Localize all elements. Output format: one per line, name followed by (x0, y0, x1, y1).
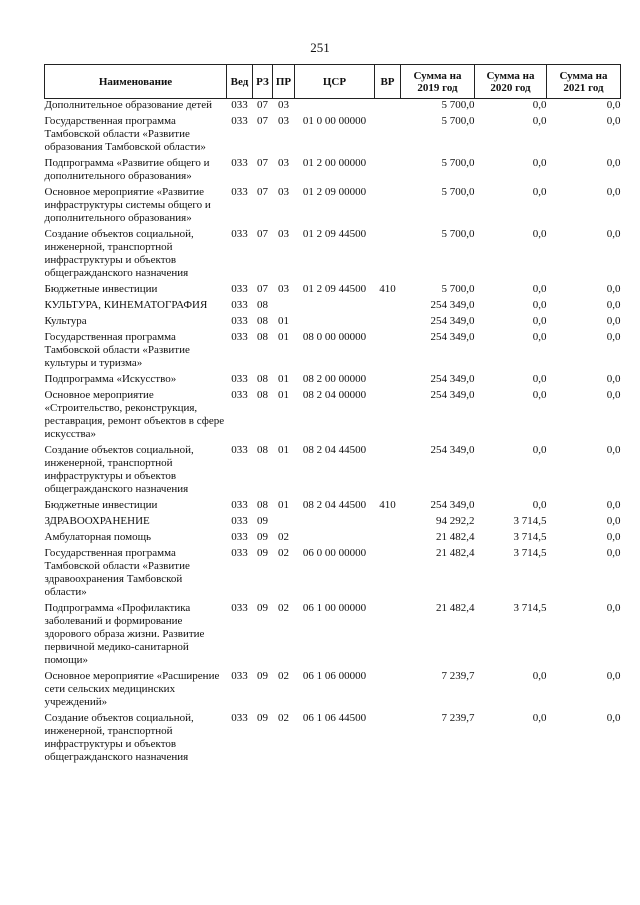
row-vr-cell (375, 515, 401, 528)
row-name-cell: Создание объектов социальной, инженерной, транспортной инфраструктуры и объектов общегражданского назначения (44, 228, 194, 279)
row-ved-cell: 033 (231, 515, 248, 527)
row-name-cell: Государственная программа Тамбовской области «Развитие образования Тамбовской области» (44, 115, 206, 153)
row-sum-2020-cell: 3 714,5 (513, 602, 547, 614)
row-sum-2020-cell: 0,0 (532, 389, 547, 401)
row-spacer (45, 764, 621, 767)
row-ved-cell: 033 (231, 531, 248, 543)
row-sum-2021-cell: 0,0 (606, 157, 621, 169)
row-sum-2020-cell: 0,0 (532, 331, 547, 343)
row-name-cell: Подпрограмма «Развитие общего и дополнительного образования» (44, 157, 210, 182)
row-csr-cell: 01 2 09 00000 (302, 186, 367, 198)
row-name-cell: Государственная программа Тамбовской области «Развитие культуры и туризма» (44, 331, 190, 369)
table-row (45, 373, 621, 386)
row-vr-cell (375, 331, 401, 370)
row-rz-cell: 07 (257, 157, 268, 169)
row-sum-2021-cell: 0,0 (606, 389, 621, 401)
row-rz-cell: 09 (257, 712, 268, 724)
budget-table (44, 64, 621, 767)
row-rz-cell: 08 (257, 499, 268, 511)
row-vr-cell (375, 670, 401, 709)
row-rz-cell: 09 (257, 547, 268, 559)
row-rz-cell: 07 (257, 186, 268, 198)
table-row (45, 712, 621, 764)
row-rz-cell: 08 (257, 389, 268, 401)
header-name: Наименование (45, 65, 227, 99)
row-name-cell: Государственная программа Тамбовской области «Развитие здравоохранения Тамбовской области» (44, 547, 190, 598)
row-name-cell: Дополнительное образование детей (44, 99, 213, 111)
row-vr-cell (375, 389, 401, 441)
row-sum-2019-cell: 21 482,4 (436, 531, 475, 543)
row-csr-cell: 08 2 04 44500 (302, 444, 367, 456)
row-vr-cell (375, 99, 401, 113)
row-pr-cell: 02 (278, 670, 289, 682)
row-vr-cell (375, 228, 401, 280)
row-name-cell: Бюджетные инвестиции (44, 499, 158, 511)
row-ved-cell: 033 (231, 499, 248, 511)
header-pr: ПР (273, 65, 295, 99)
row-name-cell: Подпрограмма «Искусство» (44, 373, 177, 385)
row-csr-cell (295, 515, 375, 528)
row-sum-2021-cell: 0,0 (606, 373, 621, 385)
row-sum-2019-cell: 254 349,0 (430, 299, 475, 311)
row-name-cell: КУЛЬТУРА, КИНЕМАТОГРАФИЯ (44, 299, 208, 311)
row-vr-cell (375, 115, 401, 154)
row-vr-cell (375, 373, 401, 386)
table-header-row (45, 65, 621, 99)
page-number: 251 (310, 40, 330, 55)
row-rz-cell: 09 (257, 515, 268, 527)
row-sum-2019-cell: 5 700,0 (441, 186, 475, 198)
row-sum-2021-cell: 0,0 (606, 299, 621, 311)
row-ved-cell: 033 (231, 547, 248, 559)
row-vr-cell (375, 186, 401, 225)
row-sum-2019-cell: 254 349,0 (430, 315, 475, 327)
table-row (45, 444, 621, 496)
row-rz-cell: 07 (257, 228, 268, 240)
row-name-cell: Амбулаторная помощь (44, 531, 152, 543)
row-ved-cell: 033 (231, 115, 248, 127)
table-row (45, 115, 621, 154)
header-vr: ВР (375, 65, 401, 99)
row-spacer-cell (45, 764, 621, 767)
row-sum-2019-cell: 21 482,4 (436, 602, 475, 614)
row-sum-2021-cell: 0,0 (606, 228, 621, 240)
header-sum-2020: Сумма на 2020 год (475, 65, 547, 99)
row-sum-2020-cell: 0,0 (532, 373, 547, 385)
row-sum-2021-cell: 0,0 (606, 712, 621, 724)
row-ved-cell: 033 (231, 389, 248, 401)
table-row (45, 499, 621, 512)
table-row (45, 228, 621, 280)
row-csr-cell: 08 2 00 00000 (302, 373, 367, 385)
row-sum-2020-cell: 0,0 (532, 299, 547, 311)
row-rz-cell: 08 (257, 315, 268, 327)
row-sum-2021-cell: 0,0 (606, 315, 621, 327)
row-sum-2019-cell: 5 700,0 (441, 283, 475, 295)
row-sum-2021-cell: 0,0 (606, 499, 621, 511)
table-row (45, 299, 621, 312)
row-csr-cell: 06 1 00 00000 (302, 602, 367, 614)
header-sum-2021: Сумма на 2021 год (547, 65, 621, 99)
row-sum-2021-cell: 0,0 (606, 515, 621, 527)
row-vr-cell (375, 444, 401, 496)
row-ved-cell: 033 (231, 315, 248, 327)
row-vr-cell (375, 531, 401, 544)
row-sum-2021-cell: 0,0 (606, 331, 621, 343)
row-sum-2021-cell: 0,0 (606, 186, 621, 198)
row-vr-cell (375, 712, 401, 764)
row-sum-2021-cell: 0,0 (606, 547, 621, 559)
row-name-cell: Создание объектов социальной, инженерной, транспортной инфраструктуры и объектов общегражданского назначения (44, 444, 194, 495)
row-csr-cell: 01 2 00 00000 (302, 157, 367, 169)
row-ved-cell: 033 (231, 670, 248, 682)
row-sum-2020-cell: 0,0 (532, 444, 547, 456)
row-sum-2021-cell: 0,0 (606, 283, 621, 295)
row-rz-cell: 09 (257, 602, 268, 614)
row-name-cell: Бюджетные инвестиции (44, 283, 158, 295)
row-sum-2019-cell: 21 482,4 (436, 547, 475, 559)
row-sum-2020-cell: 0,0 (532, 712, 547, 724)
row-sum-2019-cell: 5 700,0 (441, 157, 475, 169)
row-sum-2019-cell: 7 239,7 (441, 670, 475, 682)
row-rz-cell: 09 (257, 670, 268, 682)
row-pr-cell: 03 (278, 186, 289, 198)
row-sum-2020-cell: 0,0 (532, 315, 547, 327)
row-sum-2020-cell: 3 714,5 (513, 515, 547, 527)
row-name-cell: Создание объектов социальной, инженерной, транспортной инфраструктуры и объектов общегражданского назначения (44, 712, 194, 763)
row-sum-2020-cell: 0,0 (532, 186, 547, 198)
row-pr-cell: 02 (278, 547, 289, 559)
row-sum-2020-cell: 0,0 (532, 99, 547, 111)
table-row (45, 99, 621, 113)
header-csr: ЦСР (295, 65, 375, 99)
row-rz-cell: 08 (257, 331, 268, 343)
header-rz: РЗ (253, 65, 273, 99)
row-sum-2019-cell: 94 292,2 (436, 515, 475, 527)
row-vr-cell: 410 (379, 283, 396, 295)
row-sum-2020-cell: 0,0 (532, 499, 547, 511)
row-vr-cell (375, 299, 401, 312)
row-csr-cell: 01 2 09 44500 (302, 228, 367, 240)
row-csr-cell (295, 531, 375, 544)
row-pr-cell: 01 (278, 373, 289, 385)
table-row (45, 515, 621, 528)
row-sum-2020-cell: 0,0 (532, 283, 547, 295)
row-sum-2020-cell: 0,0 (532, 670, 547, 682)
row-sum-2020-cell: 3 714,5 (513, 547, 547, 559)
table-row (45, 389, 621, 441)
row-ved-cell: 033 (231, 299, 248, 311)
row-sum-2019-cell: 254 349,0 (430, 499, 475, 511)
row-ved-cell: 033 (231, 157, 248, 169)
row-name-cell: Основное мероприятие «Расширение сети сельских медицинских учреждений» (44, 670, 220, 708)
row-rz-cell: 07 (257, 115, 268, 127)
row-csr-cell: 06 1 06 44500 (302, 712, 367, 724)
row-sum-2021-cell: 0,0 (606, 670, 621, 682)
row-name-cell: Культура (44, 315, 87, 327)
row-pr-cell: 01 (278, 315, 289, 327)
row-sum-2020-cell: 0,0 (532, 115, 547, 127)
row-pr-cell (273, 299, 295, 312)
row-pr-cell: 03 (278, 283, 289, 295)
row-name-cell: Основное мероприятие «Развитие инфраструктуры системы общего и дополнительного образования» (44, 186, 211, 224)
table-body (45, 99, 621, 768)
table-row (45, 602, 621, 667)
row-pr-cell: 01 (278, 444, 289, 456)
row-sum-2021-cell: 0,0 (606, 602, 621, 614)
row-ved-cell: 033 (231, 373, 248, 385)
table-row (45, 157, 621, 183)
row-csr-cell: 08 0 00 00000 (302, 331, 367, 343)
row-csr-cell: 08 2 04 44500 (302, 499, 367, 511)
row-csr-cell (295, 99, 375, 113)
row-csr-cell (295, 315, 375, 328)
row-pr-cell: 01 (278, 499, 289, 511)
row-sum-2021-cell: 0,0 (606, 531, 621, 543)
header-sum-2019: Сумма на 2019 год (401, 65, 475, 99)
row-rz-cell: 07 (257, 99, 268, 111)
table-row (45, 186, 621, 225)
row-csr-cell: 06 0 00 00000 (302, 547, 367, 559)
row-pr-cell: 03 (278, 157, 289, 169)
row-pr-cell: 03 (278, 99, 289, 111)
row-name-cell: Основное мероприятие «Строительство, реконструкция, реставрация, ремонт объектов в сфере искусства» (44, 389, 225, 440)
row-rz-cell: 08 (257, 444, 268, 456)
table-row (45, 283, 621, 296)
row-name-cell: ЗДРАВООХРАНЕНИЕ (44, 515, 150, 527)
row-name-cell: Подпрограмма «Профилактика заболеваний и формирование здорового образа жизни. Развитие первичной медико-санитарной помощи» (44, 602, 205, 666)
row-pr-cell (273, 515, 295, 528)
row-rz-cell: 07 (257, 283, 268, 295)
row-sum-2020-cell: 0,0 (532, 228, 547, 240)
row-sum-2020-cell: 3 714,5 (513, 531, 547, 543)
table-row (45, 670, 621, 709)
row-ved-cell: 033 (231, 602, 248, 614)
row-csr-cell: 08 2 04 00000 (302, 389, 367, 401)
row-sum-2021-cell: 0,0 (606, 444, 621, 456)
row-sum-2019-cell: 254 349,0 (430, 389, 475, 401)
row-csr-cell: 01 2 09 44500 (302, 283, 367, 295)
row-sum-2019-cell: 7 239,7 (441, 712, 475, 724)
row-pr-cell: 01 (278, 389, 289, 401)
row-rz-cell: 08 (257, 299, 268, 311)
row-csr-cell (295, 299, 375, 312)
table-row (45, 315, 621, 328)
row-vr-cell (375, 157, 401, 183)
table-row (45, 331, 621, 370)
row-ved-cell: 033 (231, 712, 248, 724)
row-sum-2021-cell: 0,0 (606, 99, 621, 111)
row-vr-cell (375, 315, 401, 328)
row-rz-cell: 09 (257, 531, 268, 543)
row-sum-2019-cell: 5 700,0 (441, 99, 475, 111)
row-ved-cell: 033 (231, 444, 248, 456)
row-vr-cell (375, 547, 401, 599)
row-sum-2019-cell: 5 700,0 (441, 228, 475, 240)
row-vr-cell (375, 602, 401, 667)
row-pr-cell: 02 (278, 531, 289, 543)
row-sum-2019-cell: 254 349,0 (430, 373, 475, 385)
row-csr-cell: 01 0 00 00000 (302, 115, 367, 127)
row-ved-cell: 033 (231, 99, 248, 111)
table-row (45, 547, 621, 599)
row-pr-cell: 02 (278, 712, 289, 724)
row-rz-cell: 08 (257, 373, 268, 385)
row-pr-cell: 03 (278, 228, 289, 240)
row-vr-cell: 410 (379, 499, 396, 511)
row-ved-cell: 033 (231, 228, 248, 240)
row-csr-cell: 06 1 06 00000 (302, 670, 367, 682)
row-ved-cell: 033 (231, 283, 248, 295)
row-pr-cell: 03 (278, 115, 289, 127)
table-row (45, 531, 621, 544)
row-sum-2021-cell: 0,0 (606, 115, 621, 127)
row-pr-cell: 01 (278, 331, 289, 343)
row-sum-2019-cell: 254 349,0 (430, 444, 475, 456)
row-sum-2020-cell: 0,0 (532, 157, 547, 169)
row-ved-cell: 033 (231, 331, 248, 343)
row-sum-2019-cell: 254 349,0 (430, 331, 475, 343)
row-sum-2019-cell: 5 700,0 (441, 115, 475, 127)
header-ved: Вед (227, 65, 253, 99)
row-pr-cell: 02 (278, 602, 289, 614)
row-ved-cell: 033 (231, 186, 248, 198)
